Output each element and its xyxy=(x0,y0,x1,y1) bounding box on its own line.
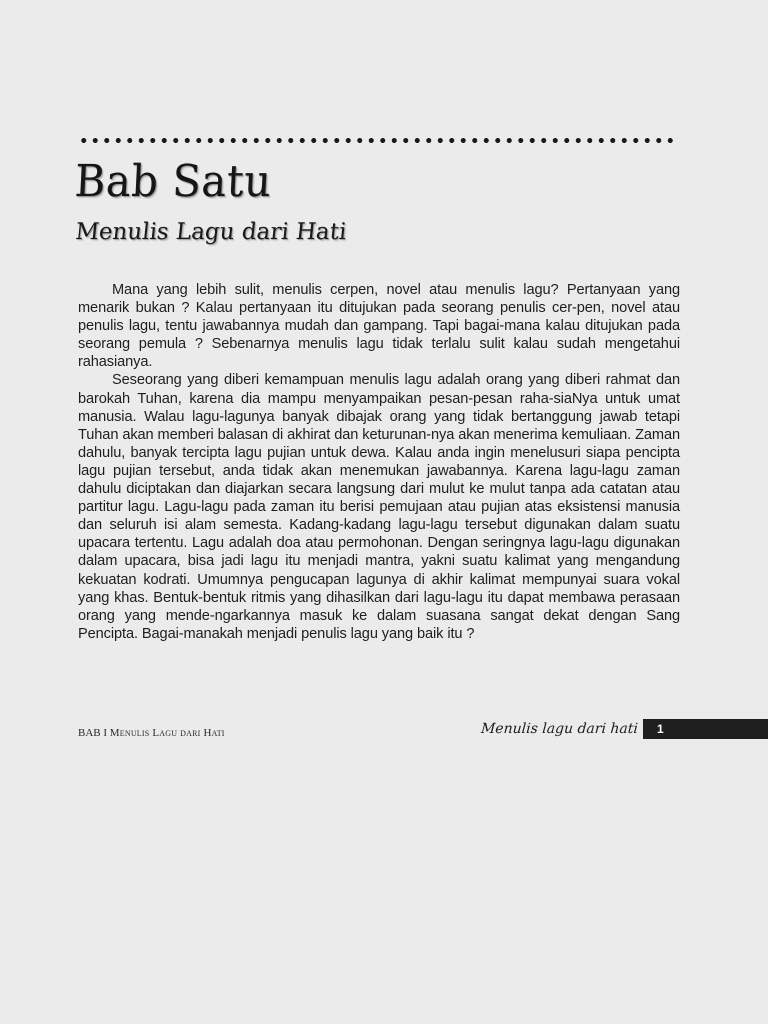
footer-chapter-name: Menulis Lagu dari Hati xyxy=(109,727,225,739)
dotted-rule xyxy=(78,136,676,145)
footer-chapter-label xyxy=(78,726,225,740)
paragraph-2: Seseorang yang diberi kemampuan menulis lagu adalah orang yang diberi rahmat dan barokah Tuhan, karena dia mampu menyampaikan pesan-pesan raha-siaNya untuk umat manusia. Walau lagu-lagunya banyak dibajak orang yang tidak bertanggung jawab tetapi Tuhan akan memberi balasan di akhirat dan keturunan-nya akan menerima kemuliaan. Zaman dahulu, banyak tercipta lagu pujian untuk dewa. Kalau anda ingin menelusuri siapa pencipta lagu pujian tersebut, anda tidak akan menemukan jawabannya. Karena lagu-lagu zaman dahulu diciptakan dan diajarkan secara langsung dari mulut ke mulut tanpa ada catatan atau partitur lagu. Lagu-lagu pada zaman itu berisi pemujaan atau pujian atas eksistensi manusia dan seluruh isi alam semesta. Kadang-kadang lagu-lagu tersebut digunakan dalam suatu upacara tertentu. Lagu adalah doa atau permohonan. Dengan seringnya lagu-lagu digunakan dalam upacara, bisa jadi lagu itu menjadi mantra, yakni suatu kalimat yang mengandung kekuatan kodrati. Umumnya pengucapan lagunya di akhir kalimat mempunyai suara vokal yang khas. Bentuk-bentuk ritmis yang dihasilkan dari lagu-lagu itu dapat membawa perasaan orang yang mende-ngarkannya masuk ke dalam suasana sangat dekat dengan Sang Pencipta. Bagai-manakah menjadi penulis lagu yang baik itu ? xyxy=(78,372,680,642)
page-number: 1 xyxy=(657,722,664,736)
body-text xyxy=(78,281,680,643)
paragraph-1: Mana yang lebih sulit, menulis cerpen, novel atau menulis lagu? Pertanyaan yang menarik bukan ? Kalau pertanyaan itu ditujukan pada seorang penulis cer-pen, novel atau penulis lagu, tentu jawabannya mudah dan gampang. Tapi bagai-mana kalau ditujukan pada seorang pemula ? Sebenarnya menulis lagu tidak terlalu sulit kalau sudah mengetahui rahasianya. xyxy=(78,282,680,371)
chapter-title: Bab Satu xyxy=(73,156,273,207)
running-title: Menulis lagu dari hati xyxy=(480,721,639,737)
page-number-tab xyxy=(643,719,768,739)
chapter-subtitle: Menulis Lagu dari Hati xyxy=(74,219,348,245)
footer-chapter-number: BAB I xyxy=(78,727,108,739)
